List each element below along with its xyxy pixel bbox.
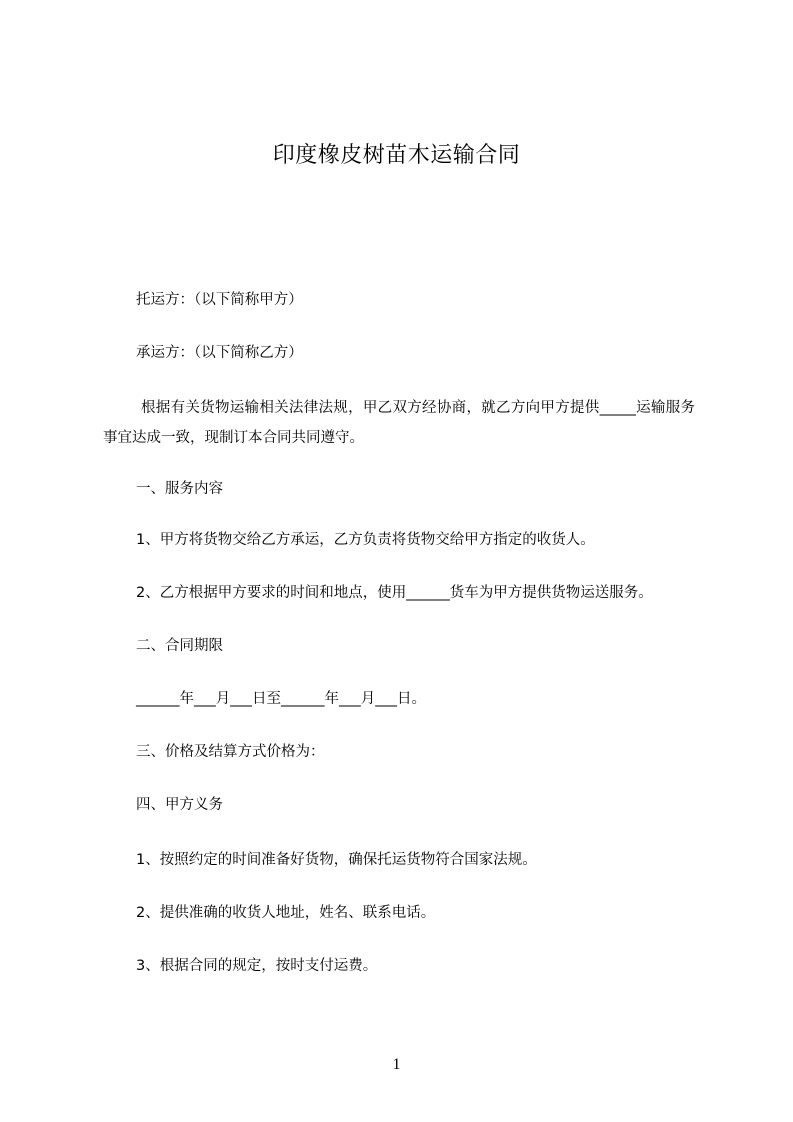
page-number: 1	[392, 1056, 401, 1073]
carrier-line: 承运方：（以下简称乙方）	[136, 345, 303, 361]
section-4-item-1: 1、按照约定的时间准备好货物，确保托运货物符合国家法规。	[136, 852, 537, 868]
section-4-heading: 四、甲方义务	[136, 797, 223, 813]
contract-period: ______年___月___日至______年___月___日。	[136, 691, 426, 707]
document-title: 印度橡皮树苗木运输合同	[272, 143, 521, 168]
section-2-heading: 二、合同期限	[136, 638, 223, 654]
section-1-item-1: 1、甲方将货物交给乙方承运，乙方负责将货物交给甲方指定的收货人。	[136, 532, 595, 548]
section-4-item-3: 3、根据合同的规定，按时支付运费。	[136, 958, 378, 974]
section-4-item-2: 2、提供准确的收货人地址，姓名、联系电话。	[136, 905, 436, 921]
preamble-paragraph: 根据有关货物运输相关法律法规，甲乙双方经协商，就乙方向甲方提供_____运输服务事宜达成一致，现制订本合同共同遵守。	[103, 400, 695, 446]
section-3-heading: 三、价格及结算方式价格为：	[136, 744, 325, 760]
section-1-item-2: 2、乙方根据甲方要求的时间和地点，使用______货车为甲方提供货物运送服务。	[136, 585, 653, 601]
consignor-line: 托运方：（以下简称甲方）	[136, 292, 303, 308]
section-1-heading: 一、服务内容	[136, 481, 223, 497]
